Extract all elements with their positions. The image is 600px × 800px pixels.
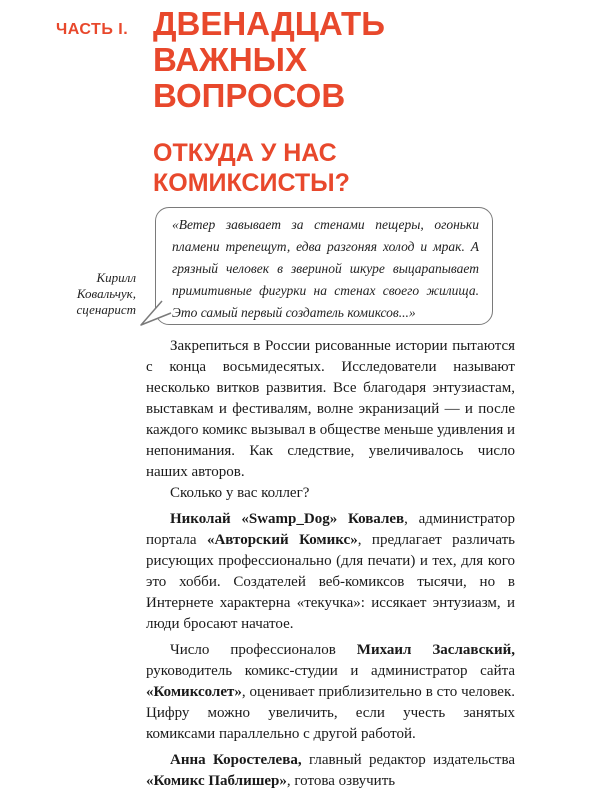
publisher-name: «Комикс Паблишер» [146, 773, 287, 789]
text-run: , оценивает приблизительно в сто человек. Цифру можно увеличить, если учесть занятых комиксами параллельно с другой работой. [146, 684, 515, 742]
paragraph: Закрепиться в России рисованные истории пытаются с конца восьмидесятых. Исследователи называют несколько витков развития. Все благодаря энтузиастам, выставкам и фестивалям, волне экранизаций — и после каждого комикс вызывал в обществе меньше удивления и непонимания. Как следствие, увеличивалось число наших авторов. [146, 338, 516, 480]
text-run: главный редактор издательства [301, 752, 516, 768]
person-name: Михаил Заславский, [356, 642, 515, 658]
text-run: , администратор портала [146, 511, 516, 548]
part-label: ЧАСТЬ I. [56, 21, 129, 38]
quote-attribution [40, 270, 136, 318]
author-first-name: Кирилл [96, 270, 136, 285]
article-body [146, 336, 515, 792]
text-run: , готова озвучить [286, 773, 396, 789]
author-last-name: Ковальчук, [76, 286, 136, 301]
site-name: «Авторский Комикс» [206, 532, 358, 548]
author-role: сценарист [76, 302, 136, 317]
speech-bubble-tail-icon [138, 300, 178, 330]
section-title-line: ОТКУДА У НАС [153, 139, 337, 167]
text-run: Число профессионалов [170, 642, 357, 658]
quote-text: «Ветер завывает за стенами пещеры, огоньки пламени трепещут, едва разгоняя холод и мрак. А грязный человек в звериной шкуре выцарапывает примитивные фигурки на стенах своего жилища. Это самый первый создатель комиксов...» [172, 217, 479, 320]
site-name: «Комиксолет» [146, 684, 242, 700]
text-run: , предлагает различать рисующих профессионально (для печати) и тех, для кого это хобби. Создателей веб-комиксов тысячи, но в Интернете характерна «текучка»: иссякает энтузиазм, и люди бросают начатое. [146, 532, 515, 632]
quote-bubble [155, 207, 493, 325]
section-title-line: КОМИКСИСТЫ? [153, 169, 350, 197]
chapter-title-line: ВОПРОСОВ [153, 77, 346, 114]
chapter-title-line: ДВЕНАДЦАТЬ [153, 5, 385, 42]
paragraph-question: Сколько у вас коллег? [170, 485, 310, 501]
text-run: руководитель комикс-студии и администратор сайта [146, 663, 515, 679]
chapter-title-line: ВАЖНЫХ [153, 41, 307, 78]
chapter-title [153, 6, 573, 114]
person-name: Анна Коростелева, [170, 752, 302, 768]
paragraph [146, 750, 515, 792]
section-title [153, 138, 573, 198]
paragraph [146, 509, 515, 635]
paragraph [146, 640, 515, 745]
person-name: Николай «Swamp_Dog» Ковалев [170, 511, 405, 527]
